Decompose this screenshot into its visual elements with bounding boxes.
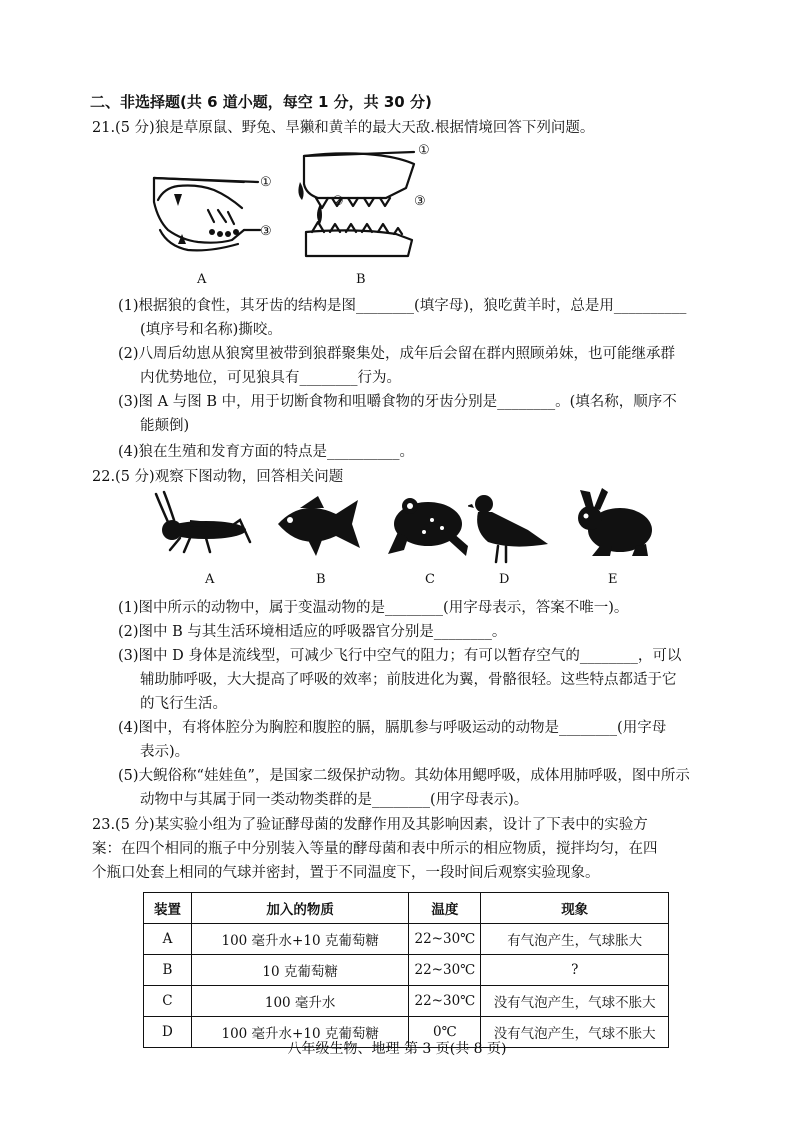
q22-part2: (2)图中 B 与其生活环境相适应的呼吸器官分别是________。 [118,624,507,640]
jaw-b-label: B [356,272,366,287]
q21-part4: (4)狼在生殖和发育方面的特点是__________。 [118,444,415,460]
table-row [144,986,669,1017]
q23-heading-line2: 案：在四个相同的瓶子中分别装入等量的酵母菌和表中所示的相应物质，搅拌均匀，在四 [92,841,658,857]
cell-temperature: 22~30℃ [409,955,481,986]
q22-part4-line1: (4)图中，有将体腔分为胸腔和腹腔的膈，膈肌参与呼吸运动的动物是________(用字母 [118,720,667,736]
pigeon-figure [468,490,554,566]
jaw-b-callout-2: ② [332,194,344,209]
header-temperature: 温度 [409,893,481,924]
frog-figure [382,492,472,562]
jaw-b-callout-1: ① [418,143,430,158]
cell-device: D [144,1017,192,1048]
q22-heading: 22.(5 分)观察下图动物，回答相关问题 [92,469,344,485]
animal-label-b: B [316,572,326,587]
q22-part3-line3: 的飞行生活。 [140,696,227,712]
cell-device: B [144,955,192,986]
header-device: 装置 [144,893,192,924]
q23-heading-line3: 个瓶口处套上相同的气球并密封，置于不同温度下，一段时间后观察实验现象。 [92,865,600,881]
table-header-row [144,893,669,924]
animal-label-e: E [608,572,618,587]
cell-substance: 100 毫升水+10 克葡萄糖 [191,1017,408,1048]
cell-substance: 10 克葡萄糖 [191,955,408,986]
experiment-table [143,892,669,1048]
animal-label-c: C [425,572,435,587]
fish-figure [272,494,362,560]
cell-substance: 100 毫升水+10 克葡萄糖 [191,924,408,955]
jaw-b-callout-3: ③ [414,194,426,209]
jaw-a-callout-3: ③ [260,224,272,239]
jaw-a-label: A [197,272,207,287]
jaw-figure-b [296,144,426,270]
q21-heading: 21.(5 分)狼是草原鼠、野兔、旱獭和黄羊的最大天敌.根据情境回答下列问题。 [92,120,595,136]
q22-part4-line2: 表示)。 [140,744,190,760]
header-substance: 加入的物质 [191,893,408,924]
table-row [144,924,669,955]
q22-part3-line1: (3)图中 D 身体是流线型，可减少飞行中空气的阻力；有可以暂存空气的________，可以 [118,648,682,664]
cell-phenomenon: ? [481,955,669,986]
cell-device: A [144,924,192,955]
table-row [144,955,669,986]
q21-part3-line1: (3)图 A 与图 B 中，用于切断食物和咀嚼食物的牙齿分别是________。(填名称，顺序不 [118,394,677,410]
cell-temperature: 22~30℃ [409,986,481,1017]
section-title: 二、非选择题(共 6 道小题，每空 1 分，共 30 分) [90,93,432,111]
cell-temperature: 22~30℃ [409,924,481,955]
cell-device: C [144,986,192,1017]
jaw-a-callout-1: ① [260,175,272,190]
cell-phenomenon: 有气泡产生，气球胀大 [481,924,669,955]
cell-phenomenon: 没有气泡产生，气球不胀大 [481,986,669,1017]
q21-part2-line2: 内优势地位，可见狼具有________行为。 [140,370,401,386]
header-phenomenon: 现象 [481,893,669,924]
page-footer: 八年级生物、地理 第 3 页(共 8 页) [287,1041,507,1057]
rabbit-figure [570,488,656,560]
grasshopper-figure [150,490,260,560]
q21-part1-line2: (填序号和名称)撕咬。 [140,322,282,338]
q21-part2-line1: (2)八周后幼崽从狼窝里被带到狼群聚集处，成年后会留在群内照顾弟妹，也可能继承群 [118,346,676,362]
cell-temperature: 0℃ [409,1017,481,1048]
q22-part5-line1: (5)大鲵俗称“娃娃鱼”，是国家二级保护动物。其幼体用鳃呼吸，成体用肺呼吸，图中所示 [118,768,690,784]
q21-part3-line2: 能颠倒) [140,418,190,434]
q22-part5-line2: 动物中与其属于同一类动物类群的是________(用字母表示)。 [140,792,529,808]
q22-part3-line2: 辅助肺呼吸，大大提高了呼吸的效率；前肢进化为翼，骨骼很轻。这些特点都适于它 [140,672,677,688]
animal-label-a: A [205,572,215,587]
q23-heading-line1: 23.(5 分)某实验小组为了验证酵母菌的发酵作用及其影响因素，设计了下表中的实验方 [92,817,648,833]
cell-substance: 100 毫升水 [191,986,408,1017]
q22-part1: (1)图中所示的动物中，属于变温动物的是________(用字母表示，答案不唯一)。 [118,600,629,616]
animal-label-d: D [499,572,510,587]
q21-part1-line1: (1)根据狼的食性，其牙齿的结构是图________(填字母)，狼吃黄羊时，总是用__________ [118,298,687,314]
cell-phenomenon: 没有气泡产生，气球不胀大 [481,1017,669,1048]
